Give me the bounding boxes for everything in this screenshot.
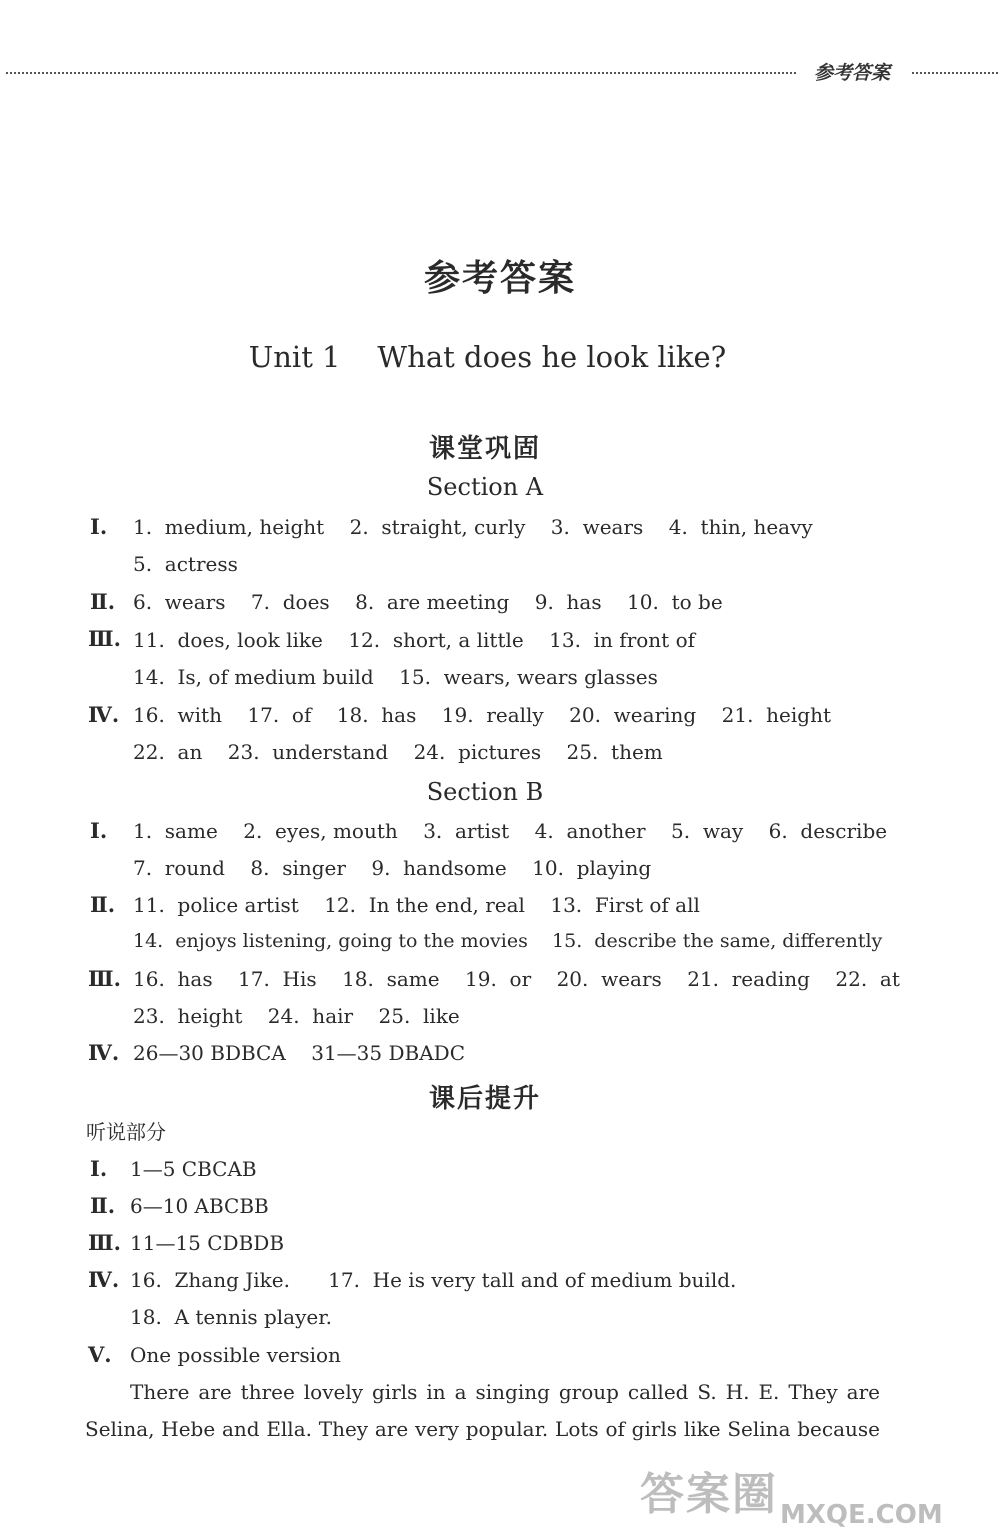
page-title: 参考答案 — [423, 258, 576, 299]
sa-i-line-1: 1. medium, height 2. straight, curly 3. wears 4. thin, heavy — [133, 515, 813, 539]
ls-iv-line-2: 18. A tennis player. — [130, 1305, 332, 1329]
unit-title: Unit 1 What does he look like? — [248, 340, 727, 374]
sb-iv-line-1: 26—30 BDBCA 31—35 DBADC — [133, 1041, 466, 1065]
heading-after-class: 课后提升 — [428, 1084, 541, 1114]
sa-ii-num: Ⅱ. — [90, 589, 116, 614]
ls-ii-line-1: 6—10 ABCBB — [130, 1194, 269, 1218]
sa-ii-line-1: 6. wears 7. does 8. are meeting 9. has 10. to be — [133, 590, 723, 614]
essay-line-1: There are three lovely girls in a singing group called S. H. E. They are — [130, 1380, 880, 1404]
ls-v-line-1: One possible version — [130, 1343, 341, 1367]
sb-i-line-1: 1. same 2. eyes, mouth 3. artist 4. another 5. way 6. describe — [133, 819, 888, 843]
sa-iv-line-2: 22. an 23. understand 24. pictures 25. them — [133, 740, 663, 764]
sb-iii-line-1: 16. has 17. His 18. same 19. or 20. wears 21. reading 22. at — [133, 967, 900, 991]
sa-iv-num: Ⅳ. — [88, 702, 120, 727]
sb-ii-num: Ⅱ. — [90, 892, 116, 917]
ls-i-num: Ⅰ. — [90, 1156, 108, 1181]
header-dotted-rule-left — [6, 72, 796, 74]
heading-section-a: Section A — [426, 473, 544, 501]
ls-iii-num: Ⅲ. — [88, 1230, 121, 1255]
sa-i-num: Ⅰ. — [90, 514, 108, 539]
ls-iv-line-1: 16. Zhang Jike. 17. He is very tall and of medium build. — [130, 1268, 737, 1292]
essay-line-2: Selina, Hebe and Ella. They are very popular. Lots of girls like Selina because — [85, 1417, 880, 1441]
heading-section-b: Section B — [426, 778, 544, 806]
sb-iii-line-2: 23. height 24. hair 25. like — [133, 1004, 460, 1028]
ls-v-num: Ⅴ. — [88, 1342, 112, 1367]
sb-i-line-2: 7. round 8. singer 9. handsome 10. playing — [133, 856, 652, 880]
ls-iv-num: Ⅳ. — [88, 1267, 120, 1292]
sa-iii-num: Ⅲ. — [88, 626, 121, 651]
sa-iii-line-1: 11. does, look like 12. short, a little 13. in front of — [133, 628, 696, 652]
header-label: 参考答案 — [814, 62, 891, 84]
watermark-url: MXQE.COM — [780, 1500, 943, 1530]
ls-ii-num: Ⅱ. — [90, 1193, 116, 1218]
sa-iii-line-2: 14. Is, of medium build 15. wears, wears glasses — [133, 665, 658, 689]
sb-i-num: Ⅰ. — [90, 818, 108, 843]
ls-i-line-1: 1—5 CBCAB — [130, 1157, 257, 1181]
sb-iv-num: Ⅳ. — [88, 1040, 120, 1065]
sb-ii-line-1: 11. police artist 12. In the end, real 13. First of all — [133, 893, 700, 917]
sb-iii-num: Ⅲ. — [88, 966, 121, 991]
sb-ii-line-2: 14. enjoys listening, going to the movies 15. describe the same, differently — [133, 930, 883, 952]
ls-iii-line-1: 11—15 CDBDB — [130, 1231, 285, 1255]
watermark-logo: 答案圈 — [640, 1469, 778, 1520]
header-dotted-rule-right — [912, 72, 998, 74]
page-header — [0, 58, 1000, 88]
heading-listening: 听说部分 — [86, 1120, 166, 1144]
heading-classroom: 课堂巩固 — [428, 434, 541, 464]
sa-i-line-2: 5. actress — [133, 552, 238, 576]
sa-iv-line-1: 16. with 17. of 18. has 19. really 20. wearing 21. height — [133, 703, 831, 727]
